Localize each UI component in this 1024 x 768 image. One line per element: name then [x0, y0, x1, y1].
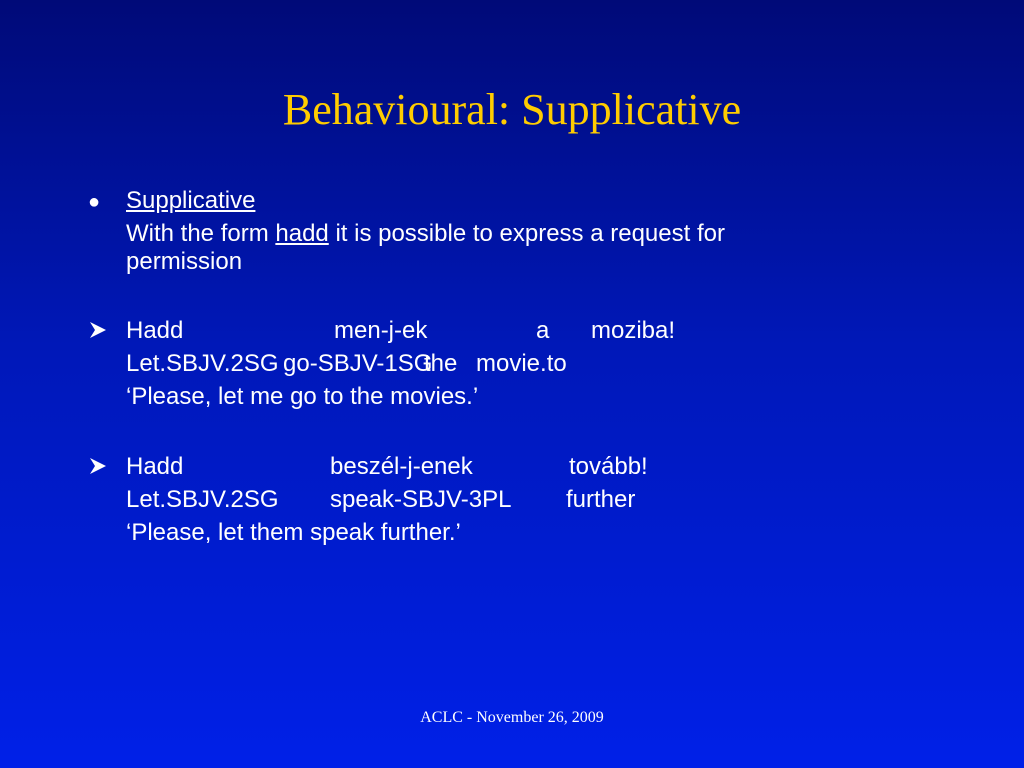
section-heading	[126, 189, 255, 213]
example-1-word: moziba!	[591, 317, 676, 344]
example-2-gloss-item: further	[566, 486, 636, 513]
description-keyword: hadd	[275, 220, 329, 247]
example-2-words	[126, 455, 826, 481]
example-1-translation: ‘Please, let me go to the movies.’	[126, 383, 479, 410]
example-2-word: Hadd	[126, 453, 184, 480]
footer: ACLC - November 26, 2009	[420, 709, 604, 726]
example-2-gloss-item: speak-SBJV-3PL	[330, 486, 512, 513]
example-1-gloss-item: movie.to	[476, 350, 567, 377]
example-2-word: tovább!	[569, 453, 648, 480]
example-1-words	[126, 319, 826, 345]
example-1-word: men-j-ek	[334, 317, 428, 344]
example-1-word: a	[536, 317, 550, 344]
example-2-gloss-item: Let.SBJV.2SG	[126, 486, 279, 513]
example-2-word: beszél-j-enek	[330, 453, 473, 480]
example-1-word: Hadd	[126, 317, 184, 344]
example-2-translation: ‘Please, let them speak further.’	[126, 519, 461, 546]
section-description-line2: permission	[126, 248, 243, 275]
section-heading-text: Supplicative	[126, 187, 256, 214]
slide-title: Behavioural: Supplicative	[282, 85, 742, 134]
example-1-gloss-item: go-SBJV-1SG	[283, 350, 433, 377]
section-description	[126, 222, 725, 246]
example-1-gloss-item: Let.SBJV.2SG	[126, 350, 279, 377]
bullet-dot: ●	[88, 191, 101, 213]
example-2-gloss	[126, 488, 826, 514]
arrow-bullet-icon	[88, 456, 108, 476]
example-1-gloss-item: the	[424, 350, 458, 377]
description-before: With the form	[126, 220, 269, 247]
arrow-bullet-icon	[88, 320, 108, 340]
example-1-gloss	[126, 352, 826, 378]
description-after: it is possible to express a request for	[335, 220, 725, 247]
